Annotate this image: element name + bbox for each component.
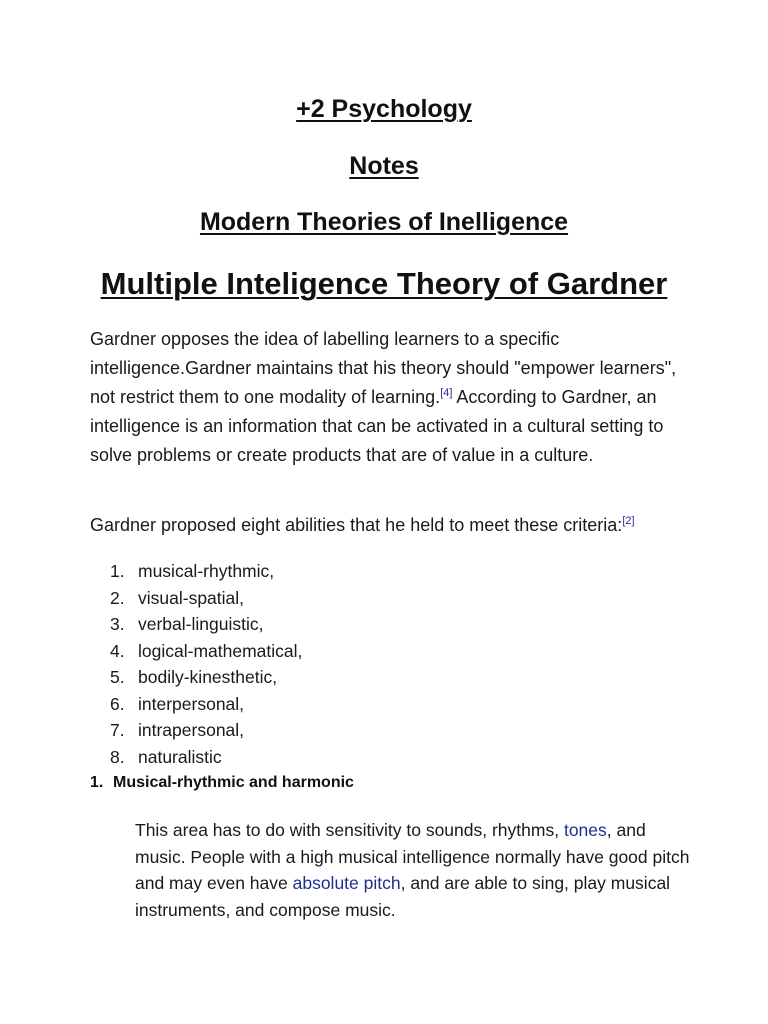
list-item-label: musical-rhythmic, xyxy=(138,561,275,581)
list-item-label: bodily-kinesthetic, xyxy=(138,667,278,687)
document-title: +2 Psychology xyxy=(296,95,472,123)
list-item-number: 6. xyxy=(110,693,125,714)
list-item-label: logical-mathematical, xyxy=(138,640,303,661)
list-item-number: 5. xyxy=(110,667,125,687)
list-item xyxy=(110,744,302,771)
list-item-label: visual-spatial, xyxy=(138,587,245,608)
list-item xyxy=(110,558,302,585)
list-item-number: 2. xyxy=(110,587,125,608)
abilities-list xyxy=(110,558,302,770)
list-item-label: verbal-linguistic, xyxy=(138,614,264,634)
section-title: Musical-rhythmic and harmonic xyxy=(113,774,354,791)
list-item-number: 1. xyxy=(110,561,125,581)
list-item xyxy=(110,717,302,744)
list-item-number: 7. xyxy=(110,720,125,740)
list-item-label: interpersonal, xyxy=(138,693,245,714)
list-item-number: 3. xyxy=(110,614,125,634)
intro-paragraph xyxy=(90,325,690,470)
abilities-intro-text: Gardner proposed eight abilities that he held to meet these criteria: xyxy=(90,515,623,535)
absolute-pitch-link[interactable]: absolute pitch xyxy=(292,873,401,893)
reference-link-4[interactable]: [4] xyxy=(440,387,453,399)
list-item-number: 4. xyxy=(110,640,125,661)
list-item xyxy=(110,664,302,691)
musical-text-2: , and music. People with a high musical intelligence normally have good pitch and may even have xyxy=(135,820,690,893)
section-number: 1. xyxy=(90,774,104,791)
list-item-label: intrapersonal, xyxy=(138,720,245,740)
section-heading-musical xyxy=(90,774,354,792)
list-item xyxy=(110,638,302,665)
list-item-label: naturalistic xyxy=(138,746,222,767)
main-heading: Multiple Inteligence Theory of Gardner xyxy=(100,266,668,301)
musical-text-3: , and are able to sing, play musical instruments, and compose music. xyxy=(135,873,671,920)
list-item xyxy=(110,691,302,718)
topic-heading: Modern Theories of Inelligence xyxy=(199,208,569,236)
list-item xyxy=(110,611,302,638)
intro-text-before-ref: Gardner opposes the idea of labelling learners to a specific intelligence.Gardner maintains that his theory should "empower learners", not restrict them to one modality of learning. xyxy=(90,329,677,407)
document-subtitle: Notes xyxy=(349,152,419,180)
reference-link-2[interactable]: [2] xyxy=(622,515,635,527)
abilities-intro-paragraph xyxy=(90,511,690,540)
list-item xyxy=(110,585,302,612)
tones-link[interactable]: tones xyxy=(563,820,607,840)
musical-text-1: This area has to do with sensitivity to sounds, rhythms, xyxy=(135,820,564,840)
intro-text-after-ref: According to Gardner, an intelligence is an information that can be activated in a cultural setting to solve problems or create products that are of value in a culture. xyxy=(90,387,664,465)
list-item-number: 8. xyxy=(110,746,125,767)
musical-paragraph xyxy=(135,817,695,923)
